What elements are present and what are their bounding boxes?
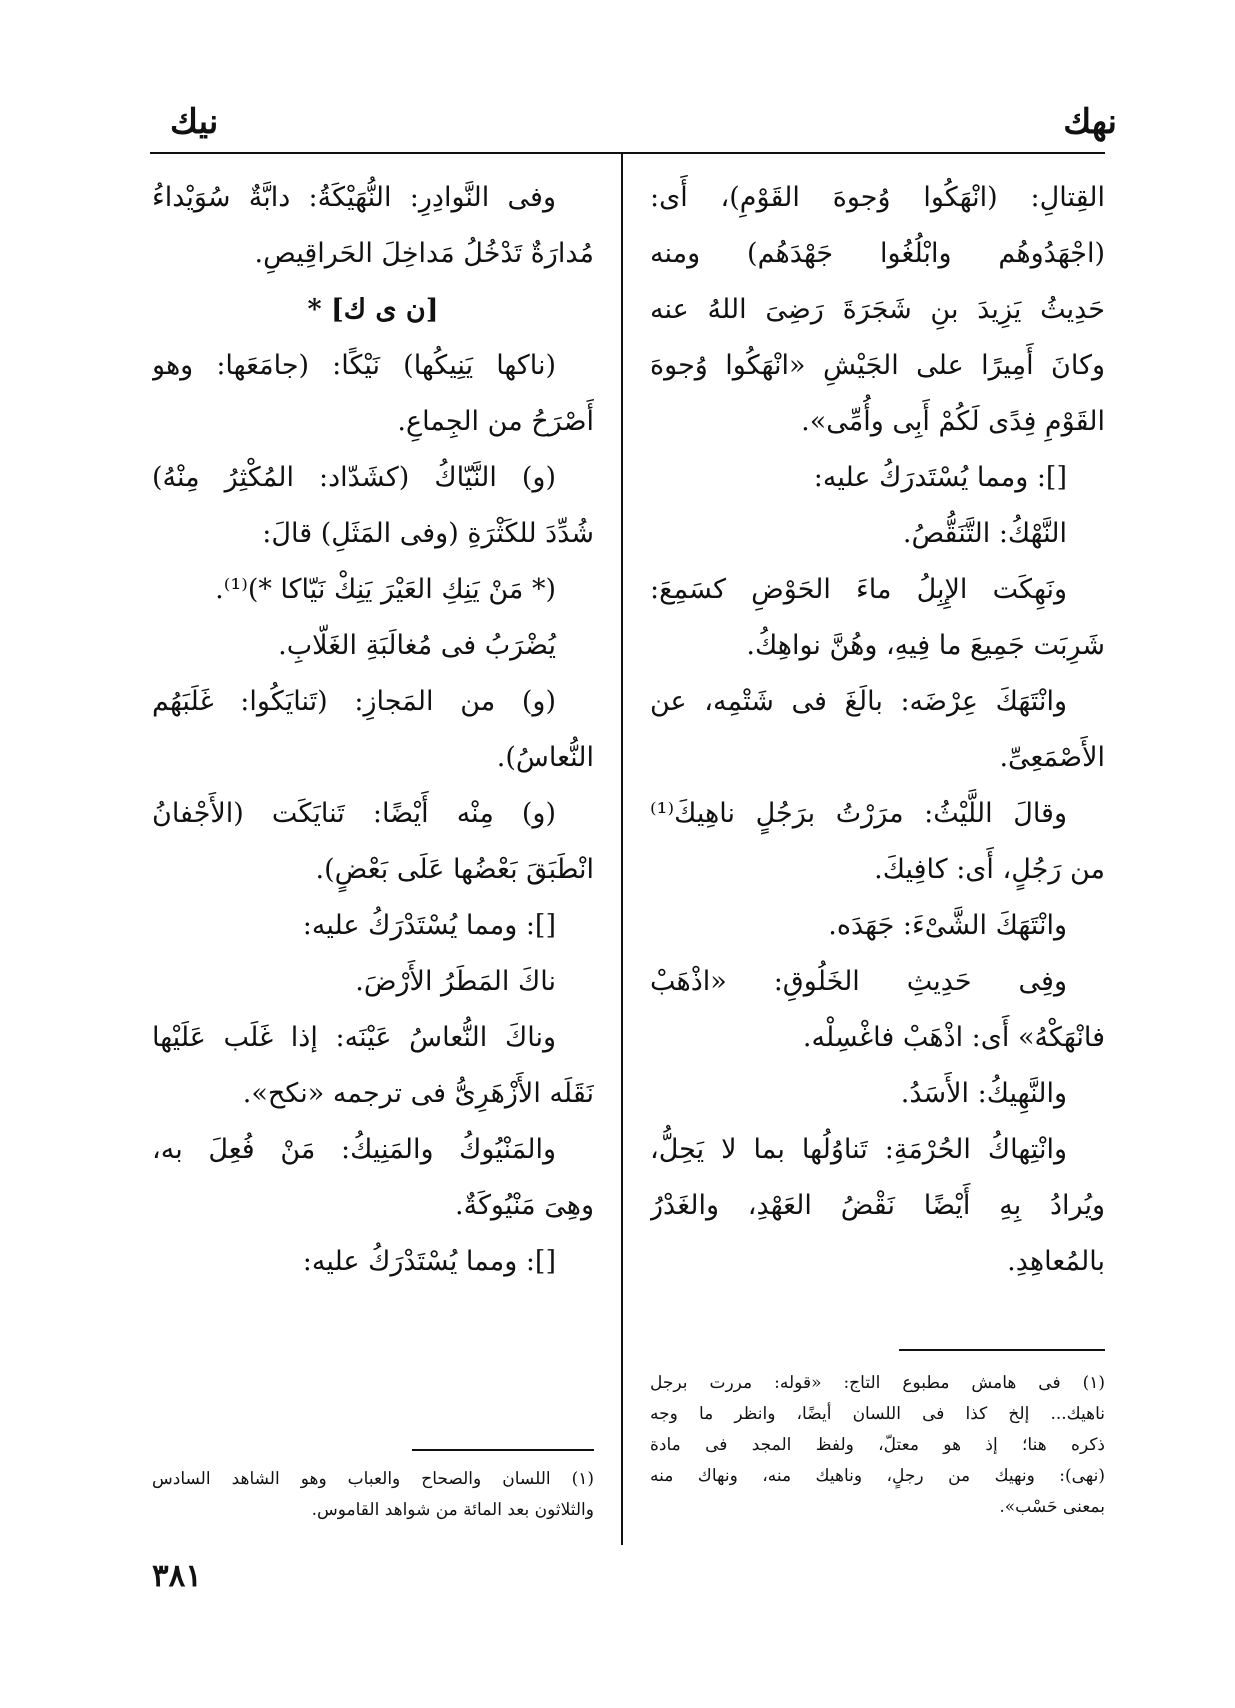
text-line: وفى النَّوادِرِ: النُّهَيْكَةُ: دابَّةٌ سُوَيْداءُ [152, 182, 556, 213]
footnote-line: (١) اللسان والصحاح والعباب وهو الشاهد السادس [152, 1469, 594, 1489]
text-line: وانْتَهَكَ الشَّىْءَ: جَهَدَه. [828, 910, 1067, 941]
text-line: ويُرادُ بِهِ أَيْضًا نَقْضُ العَهْدِ، والغَدْرُ [650, 1190, 1105, 1221]
page-number: ٣٨١ [152, 1558, 202, 1594]
text-line: وهِىَ مَنْيُوكَةٌ. [455, 1190, 594, 1221]
text-line: أَصْرَحُ من الجِماعِ. [397, 406, 594, 437]
text-line: القَوْمِ فِدًى لَكُمْ أَبِى وأُمِّى». [801, 406, 1105, 437]
text-line: (* مَنْ يَنِكِ العَيْرَ يَنِكْ نَيّاكا *)⁽¹⁾. [215, 574, 556, 605]
text-line: []: ومما يُسْتَدْرَكُ عليه: [302, 910, 556, 941]
text-line: (و) من المَجازِ: (تَنايَكُوا: غَلَبَهُم [152, 686, 556, 717]
footnote-divider-left [412, 1449, 594, 1451]
text-line: من رَجُلٍ، أَى: كافِيكَ. [874, 854, 1105, 885]
text-line: وانْتِهاكُ الحُرْمَةِ: تَناوُلُها بما لا يَحِلُّ، [650, 1134, 1067, 1165]
footnote-line: (نهى): ونهيك من رجلٍ، وناهيك منه، ونهاك منه [650, 1466, 1105, 1486]
text-line: يُضْرَبُ فى مُغالَبَةِ الغَلّابِ. [278, 630, 556, 661]
text-line: وكانَ أَمِيرًا على الجَيْشِ «انْهَكُوا وُجوهَ [650, 350, 1105, 381]
text-line: شُدِّدَ للكَثْرَةِ (وفى المَثَلِ) قالَ: [262, 518, 594, 549]
footnote-line: ناهيك... إلخ كذا فى اللسان أيضًا، وانظر ما وجه [650, 1404, 1105, 1424]
text-line: بالمُعاهِدِ. [1007, 1246, 1105, 1277]
footnote-right [650, 1368, 1105, 1523]
header-root-right: نهك [1063, 102, 1117, 142]
text-line: وفِى حَدِيثِ الخَلُوقِ: «اذْهَبْ [650, 966, 1067, 997]
text-line: النَّهْكُ: التَّنَقُّصُ. [902, 518, 1067, 549]
footnote-divider-right [899, 1349, 1105, 1351]
text-line: (اجْهَدُوهُم وابْلُغُوا جَهْدَهُم) ومنه [650, 238, 1105, 269]
text-line: (و) النَّيّاكُ (كشَدّاد: المُكْثِرُ مِنْهُ) [152, 462, 556, 493]
text-line: انْطَبَقَ بَعْضُها عَلَى بَعْضٍ). [315, 854, 594, 885]
text-line: والمَنْيُوكُ والمَنِيكُ: مَنْ فُعِلَ به، [152, 1134, 556, 1165]
text-line: وناكَ النُّعاسُ عَيْنَه: إذا غَلَب عَلَيْها [152, 1022, 556, 1053]
column-divider [621, 152, 623, 1545]
text-line: والنَّهِيكُ: الأَسَدُ. [900, 1078, 1067, 1109]
text-line: []: ومما يُسْتَدْرَكُ عليه: [302, 1246, 556, 1277]
text-line: شَرِبَت جَمِيعَ ما فِيهِ، وهُنَّ نواهِكُ. [746, 630, 1105, 661]
text-line: النُّعاسُ). [496, 742, 594, 773]
text-line: وانْتَهَكَ عِرْضَه: بالَغَ فى شَتْمِه، عن [650, 686, 1067, 717]
text-line: ونَهِكَت الإِبِلُ ماءَ الحَوْضِ كسَمِعَ: [650, 574, 1067, 605]
text-line: نَقَلَه الأَزْهَرِىُّ فى ترجمه «نكح». [242, 1078, 594, 1109]
footnote-line: والثلاثون بعد المائة من شواهد القاموس. [311, 1500, 594, 1520]
text-line: مُدارَةٌ تَدْخُلُ مَداخِلَ الحَراقِيصِ. [254, 238, 594, 269]
footnote-line: بمعنى حَسْب». [999, 1497, 1105, 1517]
text-line: وقالَ اللَّيْثُ: مرَرْتُ برَجُلٍ ناهِيكَ⁽¹⁾ [650, 798, 1067, 829]
text-line: (و) مِنْه أَيْضًا: تَنايَكَت (الأَجْفانُ [152, 798, 556, 829]
right-column [650, 170, 1105, 1290]
header-divider [150, 152, 1105, 154]
footnote-left [152, 1464, 594, 1526]
entry-heading: [ن ى ك] * [307, 294, 439, 325]
text-line: حَدِيثُ يَزِيدَ بنِ شَجَرَةَ رَضِىَ اللهُ عنه [650, 294, 1105, 325]
header-root-left: نيك [170, 102, 219, 142]
text-line: فانْهَكْهُ» أَى: اذْهَبْ فاغْسِلْه. [802, 1022, 1105, 1053]
text-line: الأَصْمَعِىِّ. [999, 742, 1105, 773]
footnote-line: ذكره هنا؛ إذ هو معتلّ، ولفظ المجد فى مادة [650, 1435, 1105, 1455]
footnote-line: (١) فى هامش مطبوع التاج: «قوله: مررت برجل [650, 1373, 1105, 1393]
text-line: ناكَ المَطَرُ الأَرْضَ. [355, 966, 556, 997]
text-line: []: ومما يُسْتَدرَكُ عليه: [813, 462, 1067, 493]
text-line: القِتالِ: (انْهَكُوا وُجوهَ القَوْمِ)، أَى: [650, 182, 1105, 213]
text-line: (ناكها يَنِيكُها) نَيْكًا: (جامَعَها: وهو [152, 350, 556, 381]
left-column [152, 170, 594, 1290]
